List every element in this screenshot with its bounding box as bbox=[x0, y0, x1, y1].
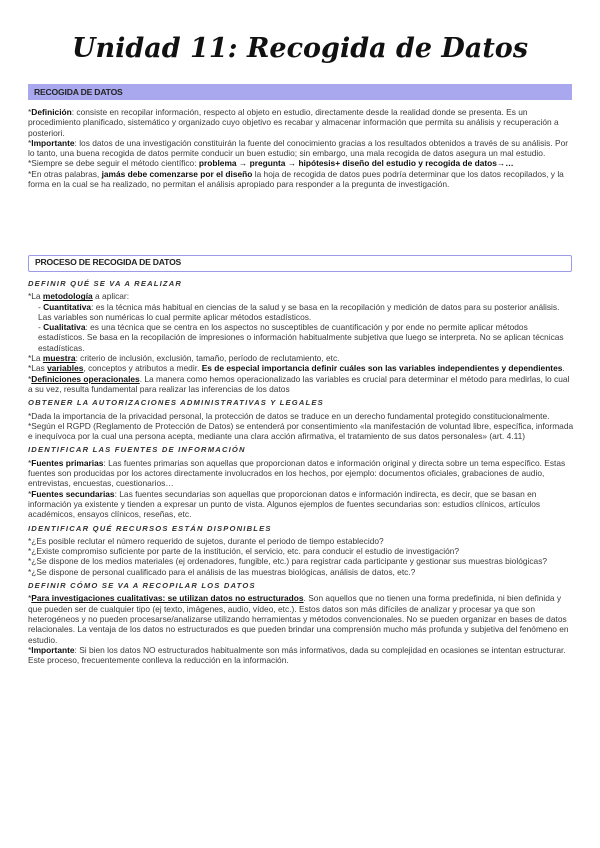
paragraph-importante: *Importante: los datos de una investigación constituirán la fuente del conocimiento gracias a los resultados obtenidos a través de su análisis. Por lo tanto, una buena recogida de datos permite conducir un buen estudio; sin embargo, una mala recogida de datos asegura un mal estudio. bbox=[28, 137, 569, 159]
item-importante-final: *Importante: Si bien los datos NO estructurados habitualmente son más informativos, dada su complejidad en ocasiones se intentan estructurar. Este proceso, frecuentemente conlleva la reducción en la información. bbox=[28, 644, 566, 666]
text-muestra-pre: La bbox=[31, 353, 43, 364]
label-cualitativa: Cualitativa bbox=[43, 322, 86, 333]
item-cuantitativa: - Cuantitativa: es la técnica más habitual en ciencias de la salud y se basa en la recopilación y medición de datos para su posterior análisis. Las variables son numéricas lo cual permite aplicar métodos estadísticos. bbox=[38, 301, 560, 322]
bold-fuentes-primarias: Fuentes primarias bbox=[31, 457, 104, 468]
item-recurso-sujetos: *¿Es posible reclutar el número requerido de sujetos, durante el periodo de tiempo establecido? bbox=[28, 535, 384, 546]
text-diseno-pre: En otras palabras, bbox=[31, 168, 102, 179]
bold-no-estructurados: Para investigaciones cualitativas: se utilizan datos no estructurados bbox=[31, 593, 304, 604]
subheading-recursos: IDENTIFICAR QUÉ RECURSOS ESTÁN DISPONIBLES bbox=[28, 523, 272, 533]
item-definiciones: *Definiciones operacionales. La manera como hemos operacionalizado las variables es crucial para determinar el método para medirlas, lo cual a su vez, resulta fundamental para realizar las inferencias de los datos bbox=[28, 373, 570, 394]
item-fuentes-secundarias: *Fuentes secundarias: Las fuentes secundarias son aquellas que proporcionan datos e información indirecta, es decir, que se basan en información ya existente y tienden a expresar un punto de vista. Algunos ejemplos de fuentes secundarias son: estudios clínicos, artículos académicos, ensayos clínicos, reseñas, etc. bbox=[28, 488, 541, 520]
item-no-estructurados: *Para investigaciones cualitativas: se utilizan datos no estructurados. Son aquellos que no tienen una forma predefinida, ni bien definida y que pueden ser de cualquier tipo (ej texto, imágenes, audio, vídeo, etc.). Estos datos son más difíciles de analizar y procesar ya que son heterogéneos y no pueden procesarse/analizarse utilizando herramientas y métodos convencionales. No se pueden organizar en bases de datos relacionales. La ventaja de los datos no estructurados es que pueden brindar una comprensión mucho más profunda y subjetiva del fenómeno en estudio. bbox=[28, 593, 569, 645]
subheading-autorizaciones: OBTENER LA AUTORIZACIONES ADMINISTRATIVAS Y LEGALES bbox=[28, 398, 324, 408]
text-definicion: : consiste en recopilar información, respecto al objeto en estudio, directamente desde la realidad donde se presenta. Es un procedimiento planificado, sistemático y organizado cuyo objetivo es recabar y almacenar información que permita su análisis y recuperación a posteriori. bbox=[28, 107, 559, 138]
section-recogida-body bbox=[28, 107, 574, 189]
text-importante-final: : Si bien los datos NO estructurados habitualmente son más informativos, dada su complejidad en ocasiones se intentan estructurar. Este proceso, frecuentemente conlleva la reducción en la información. bbox=[28, 644, 566, 666]
item-rgpd: *Según el RGPD (Reglamento de Protección de Datos) se entenderá por consentimiento «la manifestación de voluntad libre, específica, informada e inequívoca por la cual una persona acepta, mediante una clara acción afirmativa, el tratamiento de sus datos personales» (art. 4.11) bbox=[28, 420, 574, 442]
bold-muestra: muestra bbox=[42, 353, 76, 364]
text-definiciones: . La manera como hemos operacionalizado las variables es crucial para determinar el método para medirlas, lo cual a su vez, resulta fundamental para realizar las inferencias de los datos bbox=[28, 373, 570, 394]
bold-definiciones: Definiciones operacionales bbox=[31, 373, 140, 384]
paragraph-definicion: *Definición: consiste en recopilar información, respecto al objeto en estudio, directamente desde la realidad donde se presenta. Es un procedimiento planificado, sistemático y organizado cuyo objetivo es recabar y almacenar información que permita su análisis y recuperación a posteriori. bbox=[28, 107, 559, 138]
paragraph-diseno: *En otras palabras, jamás debe comenzarse por el diseño la hoja de recogida de datos pues podría determinar que los datos recopilados, y la forma en la cual se ha realizado, no permitan el análisis apropiado para responder a la pregunta de investigación. bbox=[28, 168, 564, 190]
text-metodo: Siempre se debe seguir el método científico: bbox=[31, 158, 199, 169]
text-recurso-compromiso: ¿Existe compromiso suficiente por parte de la institución, el servicio, etc. para conducir el estudio de investigación? bbox=[31, 546, 460, 557]
paragraph-metodo: *Siempre se debe seguir el método científico: problema → pregunta → hipótesis+ diseño del estudio y recogida de datos→… bbox=[28, 158, 514, 169]
text-variables-end: . bbox=[562, 363, 565, 374]
section-heading-recogida: RECOGIDA DE DATOS bbox=[28, 84, 572, 100]
label-cuantitativa: Cuantitativa bbox=[43, 301, 92, 312]
text-muestra: : criterio de inclusión, exclusión, tamaño, período de reclutamiento, etc. bbox=[75, 353, 340, 364]
text-diseno: la hoja de recogida de datos pues podría determinar que los datos recopilados, y la forma en la cual se ha realizado, no permitan el análisis apropiado para responder a la pregunta de investigación. bbox=[28, 168, 564, 190]
section-proceso-body bbox=[28, 279, 574, 665]
text-metodologia-pre: La bbox=[31, 291, 43, 302]
page-title: Unidad 11: Recogida de Datos bbox=[71, 33, 529, 64]
text-privacidad: Dada la importancia de la privacidad personal, la protección de datos se traduce en un derecho fundamental protegido constitucionalmente. bbox=[31, 410, 550, 421]
bold-metodologia: metodología bbox=[42, 291, 93, 302]
text-recurso-personal: ¿Se dispone de personal cualificado para el análisis de las muestras biológicas, análisis de datos, etc.? bbox=[31, 566, 416, 577]
item-recurso-personal: *¿Se dispone de personal cualificado para el análisis de las muestras biológicas, análisis de datos, etc.? bbox=[28, 566, 416, 577]
text-importante: : los datos de una investigación constituirán la fuente del conocimiento gracias a los resultados obtenidos a través de su análisis. Por lo tanto, una buena recogida de datos permite conducir un buen estudio; sin embargo, una mala recogida de datos asegura un mal estudio. bbox=[28, 137, 569, 159]
text-fuentes-primarias: : Las fuentes primarias son aquellas que proporcionan datos e información original y directa sobre un tema específico. Estas fuentes son producidas por los actores directamente involucrados en los hechos, por ejemplo: documentos oficiales, grabaciones de audio, entrevistas, encuestas, cuestionarios… bbox=[28, 457, 566, 489]
text-metodologia: a aplicar: bbox=[92, 291, 130, 302]
label-definicion: Definición bbox=[31, 107, 72, 117]
subheading-fuentes: IDENTIFICAR LAS FUENTES DE INFORMACIÓN bbox=[28, 445, 246, 455]
text-recurso-sujetos: ¿Es posible reclutar el número requerido de sujetos, durante el periodo de tiempo establecido? bbox=[31, 535, 384, 546]
subheading-recopilar: DEFINIR CÓMO SE VA A RECOPILAR LOS DATOS bbox=[28, 581, 256, 591]
item-recurso-compromiso: *¿Existe compromiso suficiente por parte de la institución, el servicio, etc. para conducir el estudio de investigación? bbox=[28, 546, 460, 557]
item-privacidad: *Dada la importancia de la privacidad personal, la protección de datos se traduce en un derecho fundamental protegido constitucionalmente. bbox=[28, 410, 550, 421]
text-fuentes-secundarias: : Las fuentes secundarias son aquellas que proporcionan datos e información indirecta, es decir, que se basan en información ya existente y tienden a expresar un punto de vista. Algunos ejemplos de fuentes secundarias son: estudios clínicos, artículos académicos, ensayos clínicos, reseñas, etc. bbox=[28, 488, 541, 520]
bold-variables-importancia: Es de especial importancia definir cuáles son las variables independientes y dependientes bbox=[201, 363, 563, 374]
bold-metodo: problema → pregunta → hipótesis+ diseño del estudio y recogida de datos→… bbox=[198, 158, 514, 169]
item-fuentes-primarias: *Fuentes primarias: Las fuentes primarias son aquellas que proporcionan datos e información original y directa sobre un tema específico. Estas fuentes son producidas por los actores directamente involucrados en los hechos, por ejemplo: documentos oficiales, grabaciones de audio, entrevistas, encuestas, cuestionarios… bbox=[28, 457, 566, 489]
item-muestra: *La muestra: criterio de inclusión, exclusión, tamaño, período de reclutamiento, etc. bbox=[28, 353, 340, 364]
text-cualitativa: : es una técnica que se centra en los aspectos no susceptibles de cuantificación y por ende no permite aplicar métodos estadísticos. Se basa en la recopilación de impresiones o información habitualmente subjetiva que luego se interpreta. No se aplican técnicas estadísticas. bbox=[38, 322, 564, 353]
item-variables: *Las variables, conceptos y atributos a medir. Es de especial importancia definir cuáles son las variables independientes y dependientes. bbox=[28, 363, 565, 374]
item-recurso-medios: *¿Se dispone de los medios materiales (ej ordenadores, fungible, etc.) para registrar cada participante y gestionar sus muestras biológicas? bbox=[28, 556, 548, 567]
text-variables: , conceptos y atributos a medir. bbox=[83, 363, 202, 374]
item-cualitativa: - Cualitativa: es una técnica que se centra en los aspectos no susceptibles de cuantificación y por ende no permite aplicar métodos estadísticos. Se basa en la recopilación de impresiones o información habitualmente subjetiva que luego se interpreta. No se aplican técnicas estadísticas. bbox=[38, 322, 564, 353]
section-heading-proceso: PROCESO DE RECOGIDA DE DATOS bbox=[28, 255, 572, 272]
bold-fuentes-secundarias: Fuentes secundarias bbox=[31, 488, 115, 499]
bold-importante-final: Importante bbox=[31, 644, 75, 655]
subheading-definir: DEFINIR QUÉ SE VA A REALIZAR bbox=[28, 279, 183, 288]
item-metodologia: *La metodología a aplicar: bbox=[28, 291, 130, 302]
text-no-estructurados: . Son aquellos que no tienen una forma predefinida, ni bien definida y que pueden ser de cualquier tipo (ej texto, imágenes, audio, vídeo, etc.). Estos datos son más difíciles de analizar y procesar ya que son heterogéneos y no pueden procesarse/analizarse utilizando herramientas y métodos convencionales. No se pueden organizar en bases de datos relacionales. La ventaja de los datos no estructurados es que pueden brindar una comprensión mucho más profunda y subjetiva del fenómeno en estudio. bbox=[28, 593, 569, 645]
bold-diseno: jamás debe comenzarse por el diseño bbox=[101, 168, 253, 179]
bold-variables: variables bbox=[47, 363, 84, 374]
text-variables-pre: Las bbox=[31, 363, 48, 374]
text-cuantitativa: : es la técnica más habitual en ciencias de la salud y se basa en la recopilación y medición de datos para su posterior análisis. Las variables son numéricas lo cual permite aplicar métodos estadísticos. bbox=[38, 301, 560, 322]
label-importante: Importante bbox=[31, 137, 75, 148]
text-recurso-medios: ¿Se dispone de los medios materiales (ej ordenadores, fungible, etc.) para registrar cada participante y gestionar sus muestras biológicas? bbox=[31, 556, 548, 567]
text-rgpd: Según el RGPD (Reglamento de Protección de Datos) se entenderá por consentimiento «la manifestación de voluntad libre, específica, informada e inequívoca por la cual una persona acepta, mediante una clara acción afirmativa, el tratamiento de sus datos personales» (art. 4.11) bbox=[28, 420, 574, 442]
